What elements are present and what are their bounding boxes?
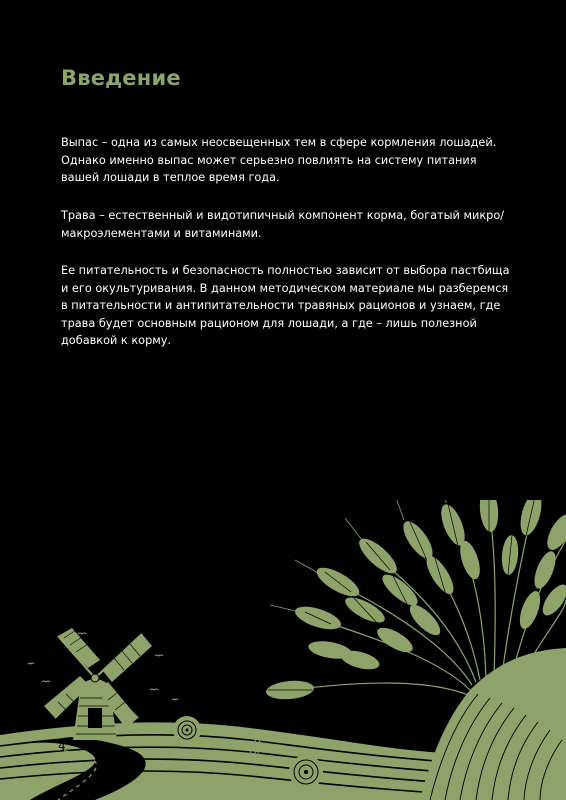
paragraph-2: Трава – естественный и видотипичный компонент корма, богатый микро/макроэлементами и витаминами. — [61, 209, 505, 240]
paragraph-3: Ее питательность и безопасность полностью зависит от выбора пастбища и его окультуривания. В данном методическом материале мы разберемся в питательности и антипитательности травяных рационов и узнаем, где трава будет основным рационом для лошади, а где – лишь полезной добавкой к корму. — [61, 264, 510, 347]
rural-illustration — [0, 500, 566, 800]
page-title: Введение — [61, 66, 181, 90]
paragraph-1: Выпас – одна из самых неосвещенных тем в сфере кормления лошадей. Однако именно выпас может серьезно повлиять на систему питания вашей лошади в теплое время года. — [61, 136, 497, 184]
page-number: 4 — [58, 739, 66, 753]
